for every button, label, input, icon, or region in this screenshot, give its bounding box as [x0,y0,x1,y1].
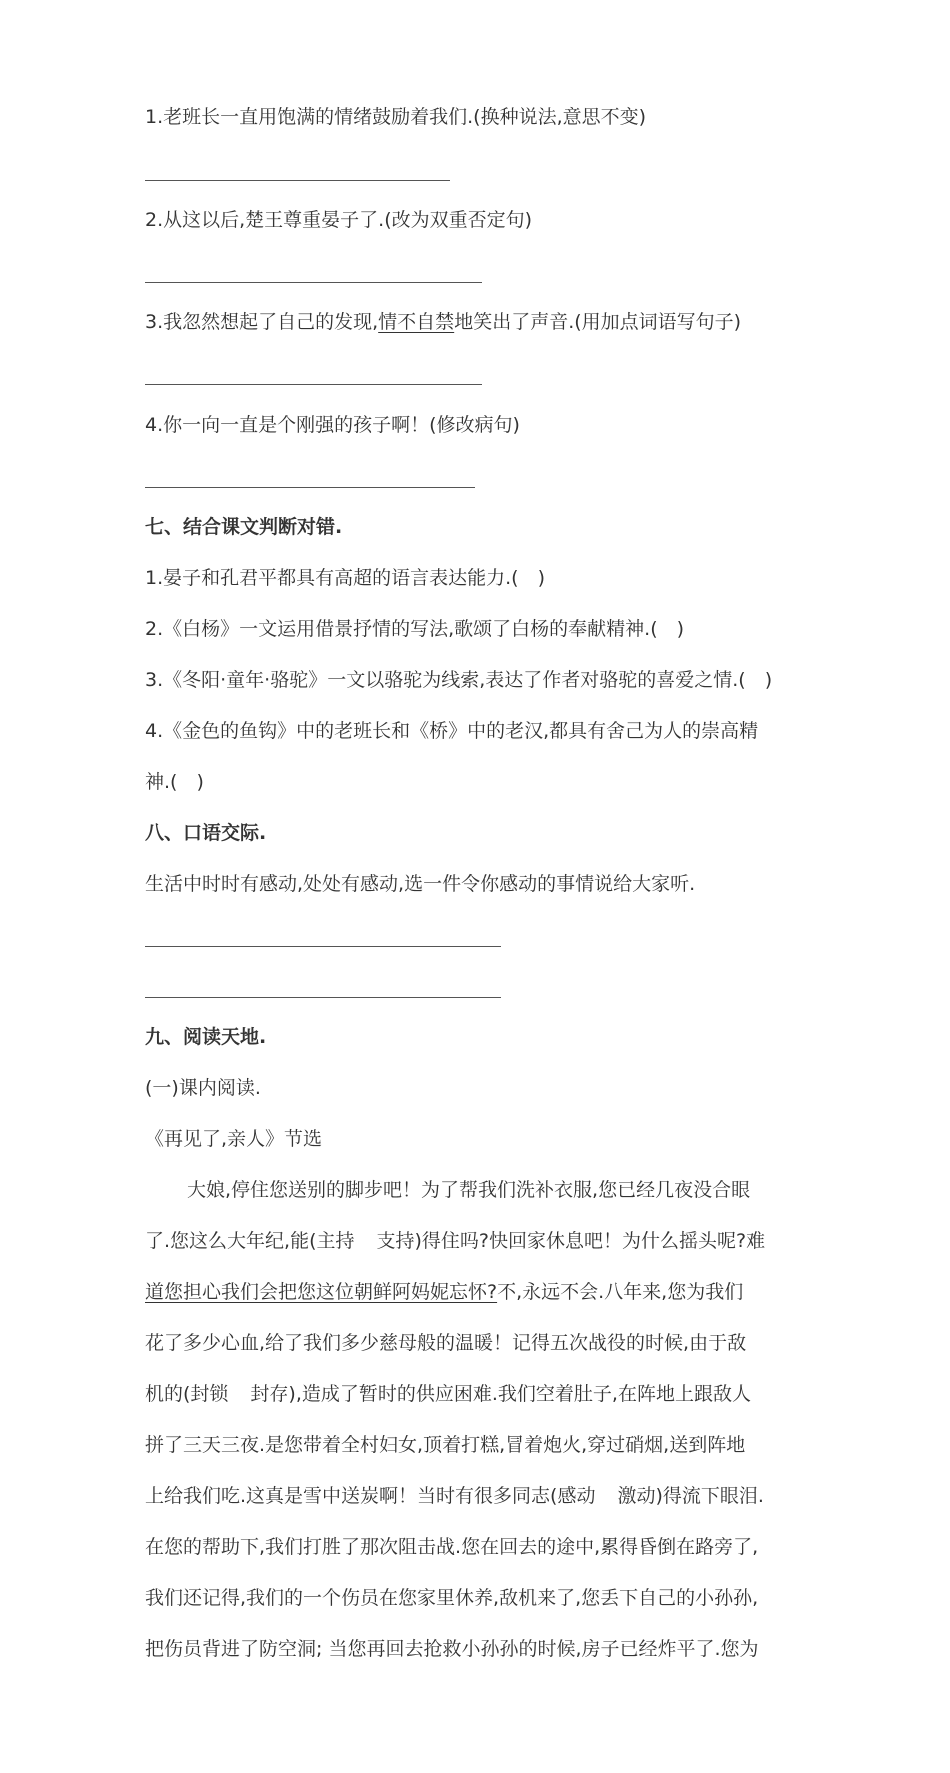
answer-line[interactable] [145,384,482,385]
judge-item-4: 4.《金色的鱼钩》中的老班长和《桥》中的老汉,都具有舍己为人的崇高精 [145,720,759,742]
judge-item-1: 1.晏子和孔君平都具有高超的语言表达能力.( ) [145,567,545,589]
passage-line-9: 我们还记得,我们的一个伤员在您家里休养,敌机来了,您丢下自己的小孙孙, [145,1587,759,1609]
exercise-6-item-1: 1.老班长一直用饱满的情绪鼓励着我们.(换种说法,意思不变) [145,106,647,128]
section-9-heading: 九、阅读天地. [145,1026,267,1048]
judge-item-3: 3.《冬阳·童年·骆驼》一文以骆驼为线索,表达了作者对骆驼的喜爱之情.( ) [145,669,773,691]
answer-line[interactable] [145,946,501,947]
underlined-sentence: 道您担心我们会把您这位朝鲜阿妈妮忘怀? [145,1281,498,1303]
exercise-6-item-2: 2.从这以后,楚王尊重晏子了.(改为双重否定句) [145,209,533,231]
passage-line-10: 把伤员背进了防空洞; 当您再回去抢救小孙孙的时候,房子已经炸平了.您为 [145,1638,759,1660]
answer-line[interactable] [145,997,501,998]
passage-line-7: 上给我们吃.这真是雪中送炭啊！当时有很多同志(感动 激动)得流下眼泪. [145,1485,764,1507]
passage-line-8: 在您的帮助下,我们打胜了那次阻击战.您在回去的途中,累得昏倒在路旁了, [145,1536,759,1558]
passage-line-5: 机的(封锁 封存),造成了暂时的供应困难.我们空着肚子,在阵地上跟敌人 [145,1383,751,1405]
section-8-prompt: 生活中时时有感动,处处有感动,选一件令你感动的事情说给大家听. [145,873,696,895]
section-9-subheading: (一)课内阅读. [145,1077,261,1099]
passage-line-4: 花了多少心血,给了我们多少慈母般的温暖！记得五次战役的时候,由于敌 [145,1332,747,1354]
passage-line-6: 拼了三天三夜.是您带着全村妇女,顶着打糕,冒着炮火,穿过硝烟,送到阵地 [145,1434,746,1456]
passage-line-1: 大娘,停住您送别的脚步吧！为了帮我们洗补衣服,您已经几夜没合眼 [187,1179,751,1201]
answer-line[interactable] [145,487,475,488]
judge-item-2: 2.《白杨》一文运用借景抒情的写法,歌颂了白杨的奉献精神.( ) [145,618,685,640]
answer-line[interactable] [145,180,450,181]
section-8-heading: 八、口语交际. [145,822,267,844]
judge-item-4-cont: 神.( ) [145,771,204,793]
passage-title: 《再见了,亲人》节选 [145,1128,323,1150]
answer-line[interactable] [145,282,482,283]
passage-line-3: 道您担心我们会把您这位朝鲜阿妈妮忘怀?不,永远不会.八年来,您为我们 [145,1281,744,1303]
exercise-6-item-4: 4.你一向一直是个刚强的孩子啊！(修改病句) [145,414,520,436]
section-7-heading: 七、结合课文判断对错. [145,516,343,538]
passage-line-2: 了.您这么大年纪,能(主持 支持)得住吗?快回家休息吧！为什么摇头呢?难 [145,1230,766,1252]
dotted-word: 情不自禁 [378,311,455,333]
exercise-6-item-3: 3.我忽然想起了自己的发现,情不自禁地笑出了声音.(用加点词语写句子) [145,311,742,333]
